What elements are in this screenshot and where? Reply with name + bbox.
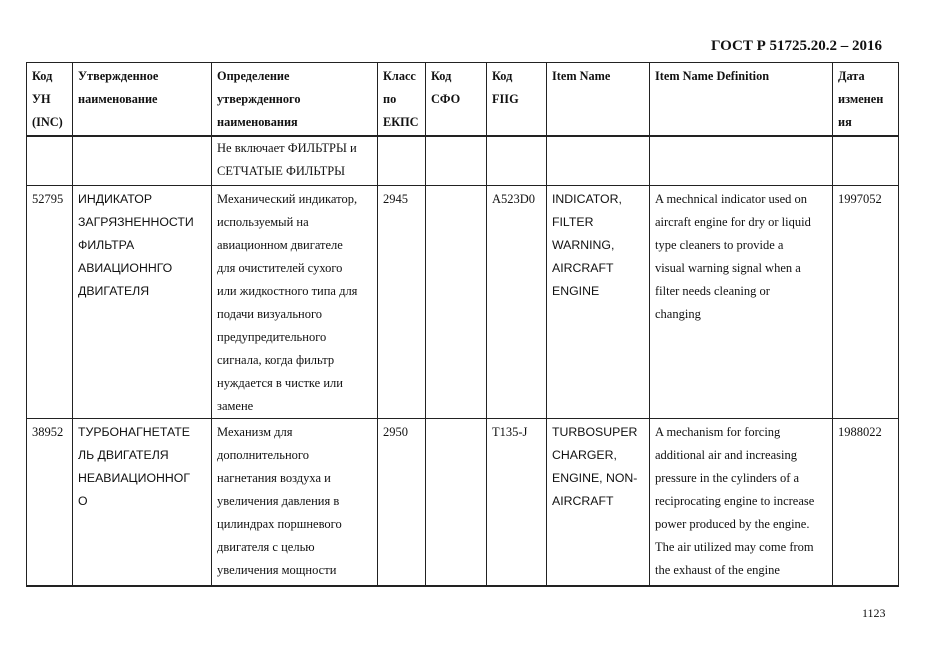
cell-line: двигателя с целью	[217, 540, 315, 554]
cell-line: ия	[838, 115, 852, 129]
cell-line: T135-J	[492, 425, 528, 439]
cell-line: изменен	[838, 92, 884, 106]
cell-line: нагнетания воздуха и	[217, 471, 331, 485]
cell-line: aircraft engine for dry or liquid	[655, 215, 811, 229]
table-cell	[650, 136, 833, 186]
table-cell	[833, 186, 899, 419]
table-cell	[487, 136, 547, 186]
table-cell	[73, 419, 212, 586]
table-cell	[212, 419, 378, 586]
table-cell	[487, 186, 547, 419]
header-approved-name	[73, 63, 212, 136]
cell-line: Механический индикатор,	[217, 192, 358, 206]
table-cell	[487, 419, 547, 586]
cell-line: наименования	[217, 115, 298, 129]
table-cell	[378, 419, 426, 586]
cell-line: Код	[431, 69, 452, 83]
cell-line: дополнительного	[217, 448, 309, 462]
table-row	[27, 419, 899, 586]
table-cell	[426, 136, 487, 186]
cell-line: СЕТЧАТЫЕ ФИЛЬТРЫ	[217, 163, 346, 178]
table-cell	[27, 186, 73, 419]
cell-line: A523D0	[492, 192, 536, 206]
cell-line: ENGINE	[552, 284, 600, 298]
cell-line: 1997052	[838, 192, 882, 206]
header-inc-code	[27, 63, 73, 136]
cell-line: увеличения мощности	[217, 563, 337, 577]
table-cell	[547, 186, 650, 419]
cell-line: TURBOSUPER	[552, 425, 638, 439]
cell-line: ЕКПС	[383, 115, 419, 129]
table-cell	[27, 419, 73, 586]
cell-line: наименование	[78, 92, 158, 106]
table-row	[27, 186, 899, 419]
cell-line: changing	[655, 307, 701, 321]
cell-line: FILTER	[552, 215, 594, 229]
nomenclature-table	[26, 62, 899, 587]
cell-line: АВИАЦИОННГО	[78, 261, 173, 275]
cell-line: pressure in the cylinders of a	[655, 471, 800, 485]
cell-line: power produced by the engine.	[655, 517, 810, 531]
table-cell	[833, 419, 899, 586]
cell-line: Дата	[838, 69, 865, 83]
document-header: ГОСТ Р 51725.20.2 – 2016	[711, 38, 883, 54]
table-cell	[547, 136, 650, 186]
cell-line: утвержденного	[217, 92, 301, 106]
cell-line: или жидкостного типа для	[217, 284, 358, 298]
cell-line: Код	[492, 69, 513, 83]
cell-line: Item Name	[552, 69, 611, 83]
cell-line: 2945	[383, 192, 408, 206]
header-name-definition-ru	[212, 63, 378, 136]
table-cell	[378, 186, 426, 419]
table-cell	[212, 136, 378, 186]
cell-line: по	[383, 92, 397, 106]
cell-line: сигнала, когда фильтр	[217, 353, 335, 367]
table-cell	[73, 136, 212, 186]
header-ekps-class	[378, 63, 426, 136]
table-cell	[650, 186, 833, 419]
cell-line: УН	[32, 92, 51, 106]
cell-line: AIRCRAFT	[552, 261, 614, 275]
cell-line: замене	[217, 399, 254, 413]
header-fiig-code	[487, 63, 547, 136]
header-change-date	[833, 63, 899, 136]
cell-line: для очистителей сухого	[217, 261, 343, 275]
table-cell	[212, 186, 378, 419]
cell-line: WARNING,	[552, 238, 615, 252]
table-cell	[426, 186, 487, 419]
cell-line: type cleaners to provide a	[655, 238, 784, 252]
table-row	[27, 136, 899, 186]
page-number: 1123	[862, 606, 886, 620]
table-cell	[73, 186, 212, 419]
table-cell	[378, 136, 426, 186]
cell-line: reciprocating engine to increase	[655, 494, 815, 508]
cell-line: подачи визуального	[217, 307, 323, 321]
header-sfo-code	[426, 63, 487, 136]
cell-line: visual warning signal when a	[655, 261, 801, 275]
table-cell	[426, 419, 487, 586]
cell-line: ДВИГАТЕЛЯ	[78, 284, 150, 298]
cell-line: НЕАВИАЦИОННОГ	[78, 471, 191, 485]
table-cell	[650, 419, 833, 586]
cell-line: 38952	[32, 425, 64, 439]
cell-line: предупредительного	[217, 330, 327, 344]
header-item-name	[547, 63, 650, 136]
table-cell	[547, 419, 650, 586]
cell-line: СФО	[431, 92, 461, 106]
cell-line: FIIG	[492, 92, 519, 106]
header-item-name-definition	[650, 63, 833, 136]
cell-line: 1988022	[838, 425, 882, 439]
cell-line: ENGINE, NON-	[552, 471, 638, 485]
cell-line: filter needs cleaning or	[655, 284, 770, 298]
cell-line: the exhaust of the engine	[655, 563, 780, 577]
cell-line: увеличения давления в	[217, 494, 340, 508]
cell-line: используемый на	[217, 215, 309, 229]
cell-line: Механизм для	[217, 425, 293, 439]
cell-line: 2950	[383, 425, 408, 439]
cell-line: A mechanism for forcing	[655, 425, 781, 439]
table-header-row	[27, 63, 899, 136]
cell-line: авиационном двигателе	[217, 238, 343, 252]
cell-line: INDICATOR,	[552, 192, 622, 206]
cell-line: Утвержденное	[78, 69, 159, 83]
cell-line: ИНДИКАТОР	[78, 192, 153, 206]
cell-line: CHARGER,	[552, 448, 617, 462]
cell-line: (INC)	[32, 115, 63, 129]
cell-line: О	[78, 494, 88, 508]
cell-line: AIRCRAFT	[552, 494, 614, 508]
cell-line: цилиндрах поршневого	[217, 517, 342, 531]
cell-line: 52795	[32, 192, 64, 206]
table-cell	[833, 136, 899, 186]
cell-line: additional air and increasing	[655, 448, 797, 462]
cell-line: A mechnical indicator used on	[655, 192, 808, 206]
table-cell	[27, 136, 73, 186]
cell-line: ФИЛЬТРА	[78, 238, 135, 252]
cell-line: The air utilized may come from	[655, 540, 814, 554]
cell-line: Код	[32, 69, 53, 83]
cell-line: ЗАГРЯЗНЕННОСТИ	[78, 215, 194, 229]
cell-line: Класс	[383, 69, 416, 83]
cell-line: Определение	[217, 69, 290, 83]
cell-line: ТУРБОНАГНЕТАТЕ	[78, 425, 190, 439]
cell-line: Не включает ФИЛЬТРЫ и	[217, 140, 357, 155]
cell-line: нуждается в чистке или	[217, 376, 343, 390]
cell-line: Item Name Definition	[655, 69, 770, 83]
cell-line: ЛЬ ДВИГАТЕЛЯ	[78, 448, 169, 462]
